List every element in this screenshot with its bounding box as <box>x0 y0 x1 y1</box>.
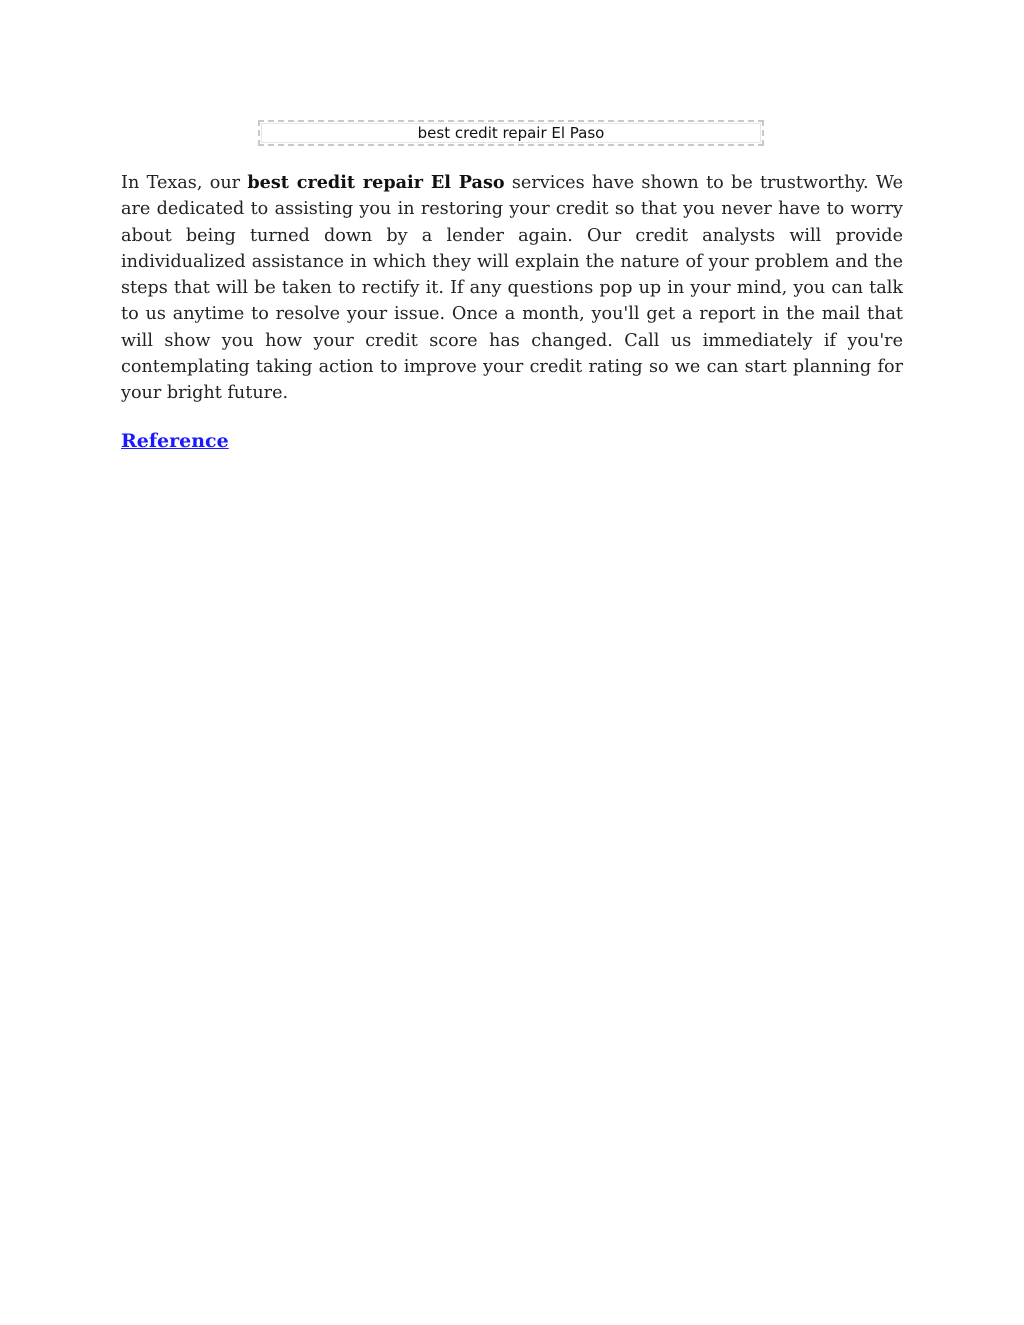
image-placeholder <box>258 120 764 146</box>
article-paragraph <box>121 170 903 407</box>
image-alt-text: best credit repair El Paso <box>417 124 605 142</box>
keyword-bold: best credit repair El Paso <box>247 172 505 193</box>
paragraph-body: services have shown to be trustworthy. We are dedicated to assisting you in restoring your credit so that you never have to worry about being turned down by a lender again. Our credit analysts will provide individualized assistance in which they will explain the nature of your problem and the steps that will be taken to rectify it. If any questions pop up in your mind, you can talk to us anytime to resolve your issue. Once a month, you'll get a report in the mail that will show you how your credit score has changed. Call us immediately if you're contemplating taking action to improve your credit rating so we can start planning for your bright future. <box>121 173 903 404</box>
reference-link[interactable]: Reference <box>121 430 229 452</box>
paragraph-intro: In Texas, our <box>121 173 248 193</box>
